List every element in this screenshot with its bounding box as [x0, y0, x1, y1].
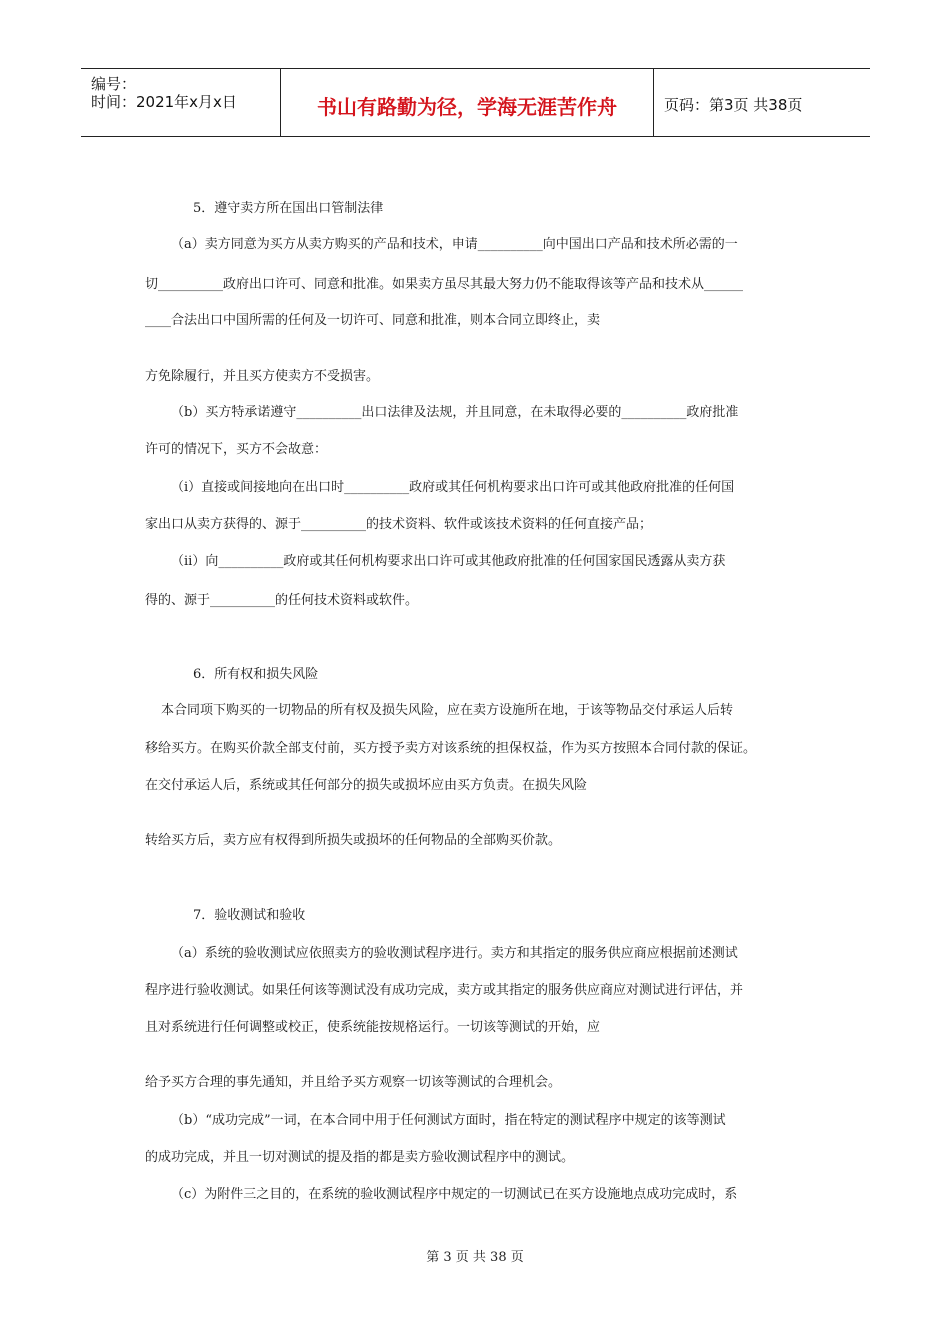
text-line: （b）“成功完成”一词，在本合同中用于任何测试方面时，指在特定的测试程序中规定的该等测试	[171, 1113, 726, 1128]
text-line: 在交付承运人后，系统或其任何部分的损失或损坏应由买方负责。在损失风险	[145, 778, 588, 793]
text-line: 家出口从卖方获得的、源于__________的技术资料、软件或该技术资料的任何直接产品；	[145, 517, 653, 532]
text-line: （i）直接或间接地向在出口时__________政府或其任何机构要求出口许可或其他政府批准的任何国	[171, 480, 735, 495]
text-line: （a）系统的验收测试应依照卖方的验收测试程序进行。卖方和其指定的服务供应商应根据前述测试	[171, 946, 738, 961]
text-line: （ii）向__________政府或其任何机构要求出口许可或其他政府批准的任何国家国民透露从卖方获	[171, 554, 726, 569]
page-footer: 第 3 页 共 38 页	[426, 1250, 524, 1265]
text-line: 的成功完成，并且一切对测试的提及指的都是卖方验收测试程序中的测试。	[145, 1150, 575, 1165]
section-heading-7: 7．验收测试和验收	[193, 908, 306, 923]
section-heading-6: 6．所有权和损失风险	[193, 667, 319, 682]
header-page-cell	[654, 69, 870, 136]
text-line: 得的、源于__________的任何技术资料或软件。	[145, 593, 419, 608]
text-line: 切__________政府出口许可、同意和批准。如果卖方虽尽其最大努力仍不能取得该等产品和技术从______	[145, 277, 744, 292]
text-line: 程序进行验收测试。如果任何该等测试没有成功完成，卖方或其指定的服务供应商应对测试进行评估，并	[145, 983, 744, 998]
serial-label: 编号：	[91, 75, 137, 93]
text-line: （b）买方特承诺遵守__________出口法律及法规，并且同意，在未取得必要的__________政府批准	[171, 405, 739, 420]
text-line: 方免除履行，并且买方使卖方不受损害。	[145, 369, 380, 384]
text-line: （a）卖方同意为买方从卖方购买的产品和技术，申请__________向中国出口产品和技术所必需的一	[171, 237, 738, 252]
time-label: 时间：2021年x月x日	[91, 93, 237, 111]
section-heading-5: 5．遵守卖方所在国出口管制法律	[193, 201, 384, 216]
header-meta-cell	[81, 69, 281, 136]
text-line: （c）为附件三之目的，在系统的验收测试程序中规定的一切测试已在买方设施地点成功完成时，系	[171, 1187, 738, 1202]
text-line: 且对系统进行任何调整或校正，使系统能按规格运行。一切该等测试的开始，应	[145, 1020, 601, 1035]
text-line: 给予买方合理的事先通知，并且给予买方观察一切该等测试的合理机会。	[145, 1075, 562, 1090]
text-line: 移给买方。在购买价款全部支付前，买方授予卖方对该系统的担保权益，作为买方按照本合同付款的保证。	[145, 741, 757, 756]
text-line: ____合法出口中国所需的任何及一切许可、同意和批准，则本合同立即终止，卖	[145, 313, 601, 328]
text-line: 转给买方后，卖方应有权得到所损失或损坏的任何物品的全部购买价款。	[145, 833, 562, 848]
page-code: 页码：第3页 共38页	[664, 96, 803, 114]
text-line: 本合同项下购买的一切物品的所有权及损失风险，应在卖方设施所在地，于该等物品交付承运人后转	[161, 703, 734, 718]
header-motto-cell	[281, 69, 654, 136]
page-header	[81, 68, 870, 137]
motto-text: 书山有路勤为径，学海无涯苦作舟	[317, 95, 617, 119]
text-line: 许可的情况下，买方不会故意：	[145, 442, 328, 457]
